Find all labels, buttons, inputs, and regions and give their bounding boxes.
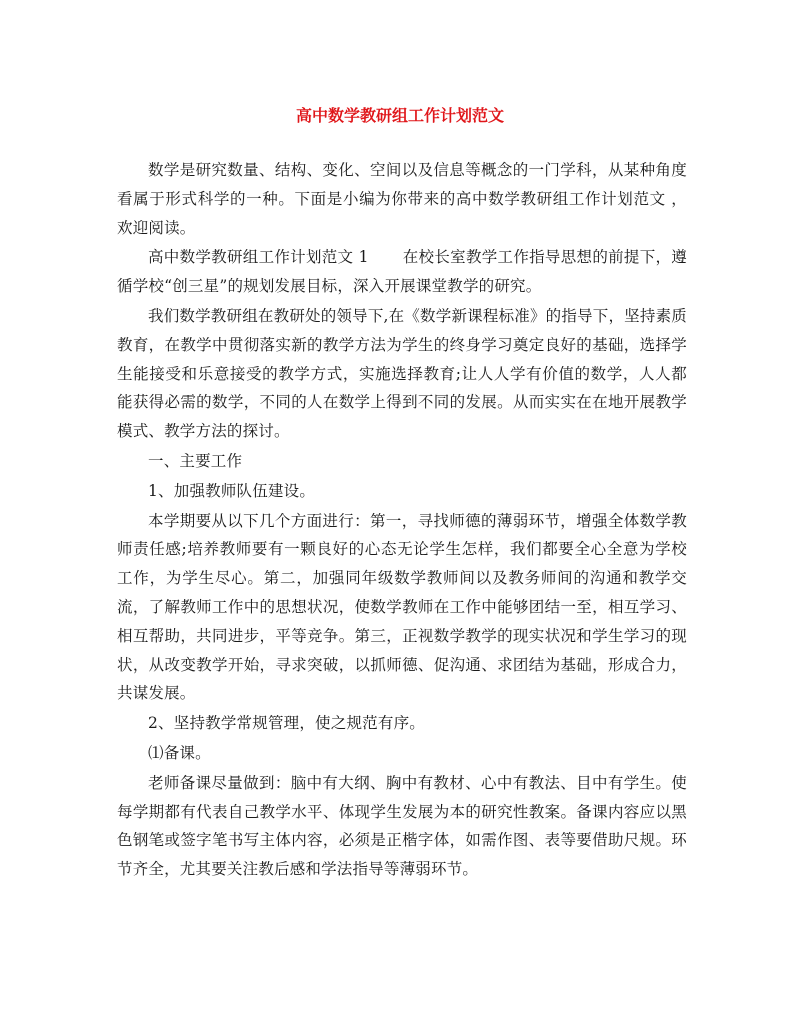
intro-paragraph: 数学是研究数量、结构、变化、空间以及信息等概念的一门学科，从某种角度看属于形式科学的一种。下面是小编为你带来的高中数学教研组工作计划范文 ，欢迎阅读。 [117,161,687,237]
teacher-team-paragraph: 本学期要从以下几个方面进行：第一，寻找师德的薄弱环节，增强全体数学教师责任感;培养教师要有一颗良好的心态无论学生怎样，我们都要全心全意为学校工作，为学生尽心。第二，加强同年级数学教师间以及教务师间的沟通和教学交流，了解教师工作中的思想状况，使数学教师在工作中能够团结一至，相互学习、相互帮助，共同进步，平等竞争。第三，正视数学教学的现实状况和学生学习的现状，从改变教学开始，寻求突破，以抓师德、促沟通、求团结为基础，形成合力，共谋发展。 [117,511,687,703]
subheading-lesson-prep: ⑴备课。 [148,743,211,762]
main-work-heading: 一、主要工作 [148,451,243,470]
subheading-teacher-team: 1、加强教师队伍建设。 [148,481,316,500]
section-heading: 高中数学教研组工作计划范文 1 [148,248,369,267]
guiding-paragraph [117,243,687,301]
subheading-routine-management: 2、坚持教学常规管理，使之规范有序。 [148,714,425,733]
document-body [117,156,687,884]
lesson-prep-paragraph: 老师备课尽量做到：脑中有大纲、胸中有教材、心中有教法、目中有学生。使每学期都有代表自己教学水平、体现学生发展为本的研究性教案。备课内容应以黑色钢笔或签字笔书写主体内容，必须是正楷字体，如需作图、表等要借助尺规。环节齐全，尤其要关注教后感和学法指导等薄弱环节。 [117,773,687,879]
philosophy-paragraph: 我们数学教研组在教研处的领导下,在《数学新课程标准》的指导下，坚持素质教育，在教学中贯彻落实新的教学方法为学生的终身学习奠定良好的基础，选择学生能接受和乐意接受的教学方式，实施选择教育;让人人学有价值的数学，人人都能获得必需的数学，不同的人在数学上得到不同的发展。从而实实在在地开展教学模式、教学方法的探讨。 [117,306,687,441]
document-title: 高中数学教研组工作计划范文 [295,106,504,125]
guiding-text: 在校长室教学工作指导思想的前提下，遵循学校“创三星”的规划发展目标，深入开展课堂教学的研究。 [117,248,687,296]
